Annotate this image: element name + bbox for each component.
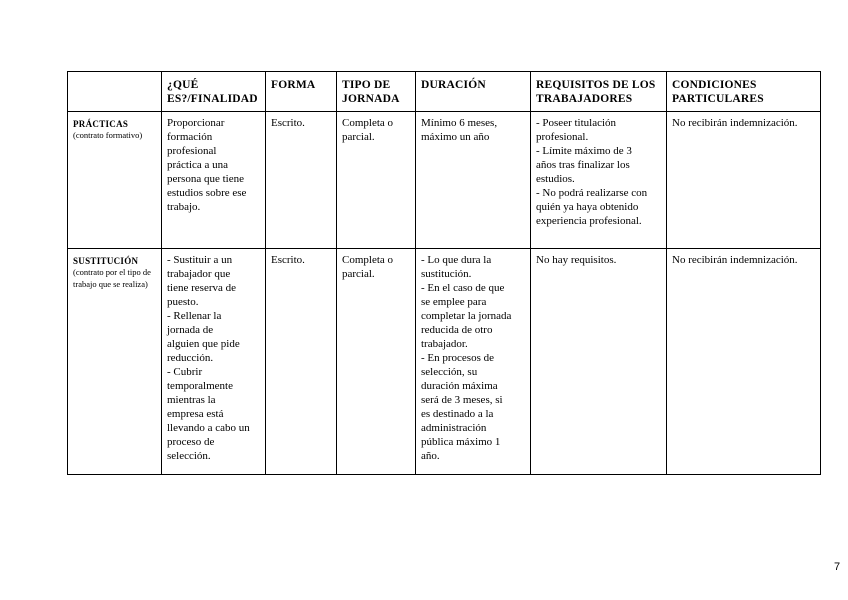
cell-duracion (416, 249, 531, 475)
cell-line: - Rellenar la (167, 310, 222, 322)
header-condiciones: CONDICIONES PARTICULARES (667, 72, 821, 112)
cell-line: - Sustituir a un (167, 254, 233, 266)
cell-line: parcial. (342, 268, 375, 280)
cell-line: - No podrá realizarse con (536, 187, 648, 199)
cell-line: alguien que pide (167, 338, 240, 350)
cell-line: formación (167, 131, 213, 143)
cell-line: Proporcionar (167, 117, 225, 129)
cell-line: se emplee para (421, 296, 487, 308)
cell-line: - Lo que dura la (421, 254, 492, 266)
cell-line: Completa o (342, 254, 394, 266)
header-row (68, 72, 821, 112)
cell-line: llevando a cabo un (167, 422, 250, 434)
cell-line: proceso de (167, 436, 215, 448)
cell-line: selección, su (421, 366, 478, 378)
contracts-table (67, 71, 821, 475)
cell-line: - Poseer titulación (536, 117, 617, 129)
header-duracion: DURACIÓN (416, 72, 531, 112)
cell-line: experiencia profesional. (536, 215, 642, 227)
cell-duracion (416, 112, 531, 249)
cell-line: es destinado a la (421, 408, 494, 420)
cell-line: será de 3 meses, si (421, 394, 503, 406)
cell-line: No hay requisitos. (536, 254, 617, 266)
cell-line: No recibirán indemnización. (672, 117, 798, 129)
page-number: 7 (834, 561, 841, 573)
cell-line: Escrito. (271, 254, 305, 266)
cell-line: parcial. (342, 131, 375, 143)
cell-condiciones (667, 112, 821, 249)
cell-line: duración máxima (421, 380, 498, 392)
cell-line: - En el caso de que (421, 282, 505, 294)
cell-forma (266, 249, 337, 475)
header-forma: FORMA (266, 72, 337, 112)
cell-line: reducida de otro (421, 324, 493, 336)
row-subtitle: (contrato por el tipo de trabajo que se realiza) (73, 267, 151, 289)
cell-line: administración (421, 422, 487, 434)
cell-line: reducción. (167, 352, 214, 364)
row-title: PRÁCTICAS (73, 119, 129, 129)
row-subtitle: (contrato formativo) (73, 130, 143, 140)
cell-line: sustitución. (421, 268, 472, 280)
cell-requisitos (531, 249, 667, 475)
cell-line: No recibirán indemnización. (672, 254, 798, 266)
cell-line: año. (421, 450, 440, 462)
cell-line: pública máximo 1 (421, 436, 501, 448)
cell-line: profesional. (536, 131, 589, 143)
header-requisitos: REQUISITOS DE LOS TRABAJADORES (531, 72, 667, 112)
cell-line: puesto. (167, 296, 199, 308)
row-label-cell (68, 249, 162, 475)
cell-jornada (337, 112, 416, 249)
cell-line: empresa está (167, 408, 224, 420)
cell-line: profesional (167, 145, 217, 157)
cell-finalidad (162, 249, 266, 475)
cell-line: estudios. (536, 173, 575, 185)
cell-line: selección. (167, 450, 211, 462)
cell-line: mientras la (167, 394, 216, 406)
cell-line: estudios sobre ese (167, 187, 247, 199)
cell-line: práctica a una (167, 159, 229, 171)
table-row-sustitucion (68, 249, 821, 475)
cell-line: Escrito. (271, 117, 305, 129)
cell-line: temporalmente (167, 380, 233, 392)
cell-line: trabajador. (421, 338, 468, 350)
header-empty-cell (68, 72, 162, 112)
row-label-cell (68, 112, 162, 249)
cell-jornada (337, 249, 416, 475)
cell-requisitos (531, 112, 667, 249)
cell-finalidad (162, 112, 266, 249)
cell-line: - Límite máximo de 3 (536, 145, 632, 157)
cell-line: trabajo. (167, 201, 201, 213)
cell-line: persona que tiene (167, 173, 244, 185)
cell-line: Completa o (342, 117, 394, 129)
cell-line: quién ya haya obtenido (536, 201, 639, 213)
cell-line: - En procesos de (421, 352, 495, 364)
cell-line: completar la jornada (421, 310, 512, 322)
cell-condiciones (667, 249, 821, 475)
header-tipo-jornada: TIPO DE JORNADA (337, 72, 416, 112)
cell-line: jornada de (167, 324, 214, 336)
table-row-practicas (68, 112, 821, 249)
cell-forma (266, 112, 337, 249)
cell-line: años tras finalizar los (536, 159, 630, 171)
cell-line: trabajador que (167, 268, 231, 280)
row-title: SUSTITUCIÓN (73, 256, 139, 266)
cell-line: máximo un año (421, 131, 490, 143)
cell-line: tiene reserva de (167, 282, 237, 294)
cell-line: - Cubrir (167, 366, 203, 378)
header-finalidad: ¿QUÉ ES?/FINALIDAD (162, 72, 266, 112)
cell-line: Mínimo 6 meses, (421, 117, 498, 129)
